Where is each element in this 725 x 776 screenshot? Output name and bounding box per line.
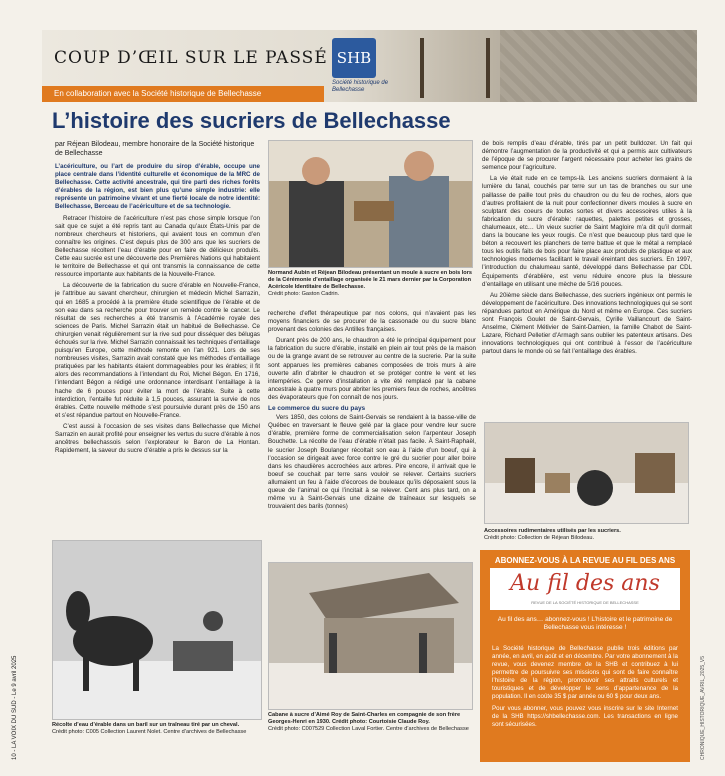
column-3	[482, 140, 692, 420]
section-title: COUP D’ŒIL SUR LE PASSÉ	[54, 48, 328, 68]
magazine-title: Au fil des ans	[490, 568, 680, 610]
subscription-promo	[480, 550, 690, 762]
caption-credit: Crédit photo: Gaston Cadrin.	[268, 291, 340, 297]
caption-credit: Crédit photo: C005 Collection Laurent Nolet. Centre d’archives de Bellechasse	[52, 729, 247, 735]
promo-paragraph: La Société historique de Bellechasse publie trois éditions par année, en avril, en août et en décembre. Par votre abonnement à la revue, vous devenez membre de la SHB et contribuez à lui permettre de poursuivre ses missions qui sont de faire connaître l’histoire de la région, promouvoir ses attraits culturels et touristiques et de développer le sens d’appartenance de la population. Il en coûte 35 $ par année ou 60 $ pour deux ans.	[492, 645, 678, 700]
paragraph: La vie était rude en ce temps-là. Les anciens sucriers dormaient à la lumière du fanal, couchés par terre sur un tas de branches ou sur une paillasse de paille tout près du chaudron ou du feu de roches, alors que d’autres profitaient de la nuit pour confectionner divers moules à sucre en sculptant des coeurs de toutes sortes et divers accessoires utiles à la fabrication du sucre d’érable: raquettes, palettes petites et grosses, chalumeaux, etc… Un vieux sucrier de Saint Magloire m’a dit qu’il dormait dans la boucane les yeux rougis. Ce n’est que beaucoup plus tard que le béton a recouvert les planchers de terre battue et que le métal a remplacé tous les outils faits de bois pour faire place aux produits de plastique et aux technologies modernes facilitant le travail éreintant des sucriers. En 1997, l’introduction du chalumeau santé, développé dans Bellechasse par CDL Équipements d’érablière, est venu réduire encore plus la blessure d’entaillage en utilisant une mèche de 5/16 pouces.	[482, 175, 692, 288]
collaboration-bar: En collaboration avec la Société historique de Bellechasse	[42, 86, 324, 102]
horse-photo-caption	[52, 722, 267, 736]
folio-text: 10 - LA VOIX DU SUD - Le 9 avril 2025	[12, 655, 18, 760]
column-2	[268, 310, 476, 560]
shb-logo: SHB	[332, 38, 376, 78]
article-headline: L’histoire des sucriers de Bellechasse	[52, 108, 451, 133]
promo-body	[492, 645, 678, 733]
paragraph: La découverte de la fabrication du sucre d’érable en Nouvelle-France, je l’attribue au savant chercheur, chirurgien et médecin Michel Sarrazin, qui en 1685 a procédé à la première étude scientifique de l’érable et de son eau dans sa recherche pour trouver un remède contre le cancer. Le résultat de ses recherches a été transmis à l’Académie royale des sciences de Paris. Michel Sarrazin était un habitué de Bellechasse. Ce chirurgien venait régulièrement sur la rive sud pour disséquer des bélugas échoués sur la rive. Michel Sarrazin connaissait les techniques d’entaillage puisqu’en Europe, cette méthode remonte en l’an 921. Lors de ses nombreuses visites, Sarrazin avait constaté que les méthodes d’entaillage pratiquées par les habitants étaient dommageables pour les érables; il fit alors des recommandations à l’intendant du Roi, Michel Bégon. En 1716, l’intendant Bégon a rédigé une ordonnance interdisant l’entaillage à la hache de 6 pouces pour éviter la mort de l’érable. Suite à cette interdiction, l’entaille fut réduite à 1,5 pouces, assurant la survie de nos érables. Cette nouvelle méthode s’est poursuivie durant près de 150 ans et s’est répandue partout en Nouvelle-France.	[55, 282, 260, 419]
caption-text: Cabane à sucre d’Aimé Roy de Saint-Charles en compagnie de son frère Georges-Henri en 1930. Crédit photo: Courtoisie Claude Roy.	[268, 712, 461, 725]
chair-illustration	[420, 38, 490, 98]
page-folio	[12, 540, 22, 760]
lead-paragraph: L’acériculture, ou l’art de produire du sirop d’érable, occupe une place centrale dans l’identité culturelle et économique de la MRC de Bellechasse. Cette activité ancestrale, qui tire parti des riches forêts d’érables de la région, est bien plus qu’une simple industrie: elle représente un patrimoine vivant et une fierté locale de notre identité: Bellechasse, Berceau de l’acériculture et de sa technologie.	[55, 163, 260, 211]
caption-credit: Crédit photo: C007529 Collection Laval Fortier. Centre d’archives de Bellechasse	[268, 726, 469, 732]
banner-photo-collage	[500, 30, 697, 102]
column-1	[55, 163, 260, 538]
paragraph: C’est aussi à l’occasion de ses visites dans Bellechasse que Michel Sarrazin en aurait profité pour enseigner les vertus du sucre d’érable à nos ancêtres bellechassois selon l’explorateur le Baron de La Hontan. Rapidement, la saveur du sucre d’érable a pris le dessus sur la	[55, 422, 260, 455]
tools-photo-caption	[484, 528, 689, 542]
paragraph: Retracer l’histoire de l’acériculture n’est pas chose simple lorsque l’on sait que ce sujet a été repris tant au Canada qu’aux États-Unis par de nombreux chercheurs et historiens, qui avaient tous en commun d’en connaître les origines. C’est depuis plus de 300 ans que les sucriers de Bellechasse récoltent l’eau d’érable pour en faire de délicieux produits. Cette eau sucrée est une découverte des Premières Nations qui habitaient le territoire de Bellechasse et qui ont transmis la connaissance de cette ressource importante aux habitants de la Nouvelle-France.	[55, 214, 260, 279]
sugar-shack-caption	[268, 712, 478, 733]
file-slug	[700, 600, 710, 760]
ceremony-photo-caption	[268, 270, 478, 298]
shb-logo-caption: Société historique de Bellechasse	[332, 80, 389, 93]
paragraph: recherche d’effet thérapeutique par nos colons, qui n’avaient pas les moyens financiers de se procurer de la cassonade ou du sucre blanc provenant des colonies des Antilles françaises.	[268, 310, 476, 334]
promo-tagline: Au fil des ans… abonnez-vous ! L’histoire et le patrimoine de Bellechasse vous intéresse !	[497, 616, 673, 631]
caption-credit: Crédit photo: Collection de Réjean Bilodeau.	[484, 535, 595, 541]
magazine-subtitle: REVUE DE LA SOCIÉTÉ HISTORIQUE DE BELLECHASSE	[531, 600, 639, 605]
sugar-shack-photo	[268, 562, 473, 710]
caption-text: Normand Aubin et Réjean Bilodeau présentant un moule à sucre en bois lors de la Cérémonie d’entaillage organisée le 21 mars dernier par la Corporation Acéricole Identitaire de Bellechasse.	[268, 270, 473, 290]
tools-photo	[484, 422, 689, 524]
paragraph: Durant près de 200 ans, le chaudron a été le principal équipement pour la fabrication du sucre d’érable, installé en plein air tout près de la maison ou de la grange avant de se retrouver au centre de la sucrerie. Par la suite sont apparues les premières cabanes composées de trois murs à aire ouverte afin d’abriter le chaudron et se protéger contre le vent et les intempéries. Ce genre d’installation a vite été remplacé par la cabane ancestrale à quatre murs pour abriter les premiers feux de roches, ancêtres des évaporateurs que l’on connaît de nos jours.	[268, 337, 476, 401]
slug-text: CHRONIQUE_HISTORIQUE_AVRIL_2025_V5	[700, 655, 706, 760]
caption-text: Récolte d’eau d’érable dans un baril sur un traîneau tiré par un cheval.	[52, 722, 240, 728]
ceremony-photo	[268, 140, 473, 268]
paragraph: Vers 1850, des colons de Saint-Gervais se rendaient à la basse-ville de Québec en traversant le fleuve gelé par la glace pour vendre leur sucre d’érable, première forme de commercialisation selon l’arpenteur Joseph Bouchette. La récolte de l’eau d’érable n’était pas facile. À Saint-Raphaël, le sucrier Joseph Boulanger récoltait son eau à l’aide d’un boeuf, qui à l’occasion se dirigeait avec force contre le gré du sucrier pour aller boire dans les chaudières accrochées aux arbres. Pire encore, il arrivait que le boeuf se couchait par terre sans vouloir se relever. Certains sucriers allumaient un feu à l’aide d’écorces de bouleaux qu’ils déposaient sous la queue de l’animal ce qui l’incitait à se relever. Cent ans plus tard, on a même vu à Saint-Gervais une dizaine de traîneaux sur lesquels se trouvaient des barils (tonnes)	[268, 414, 476, 511]
promo-paragraph: Pour vous abonner, vous pouvez vous inscrire sur le site Internet de la SHB https://shbellechasse.com. Les transactions en ligne sont sécurisées.	[492, 705, 678, 728]
horse-sled-photo	[52, 540, 262, 720]
paragraph: Au 20ième siècle dans Bellechasse, des sucriers ingénieux ont permis le développement de l’acériculture. Des innovations technologiques qui se sont répandues partout en Amérique du Nord et même en Europe. Ces sucriers sont François Goulet de Saint-Gervais, Cyrille Vaillancourt de Saint-Anselme, Clément Métivier de Saint-Damien, la famille Chabot de Saint-Lazare, Richard Pelletier d’Armagh sans oublier les patenteux artisans. Des innovations technologiques qui ont contribué à l’essor de l’acériculture partout dans le monde où se fait l’entaillage des érables.	[482, 291, 692, 356]
subheading: Le commerce du sucre du pays	[268, 405, 366, 413]
paragraph: de bois remplis d’eau d’érable, tirés par un petit bulldozer. Un fait qui démontre l’augmentation de la productivité et qui a permis aux cultivateurs de l’époque de se procurer l’argent nécessaire pour acheter les grains de semence pour l’agriculture.	[482, 140, 692, 172]
byline: par Réjean Bilodeau, membre honoraire de la Société historique de Bellechasse	[55, 141, 255, 157]
promo-header: ABONNEZ-VOUS À LA REVUE AU FIL DES ANS	[494, 556, 676, 565]
caption-text: Accessoires rudimentaires utilisés par les sucriers.	[484, 528, 621, 534]
